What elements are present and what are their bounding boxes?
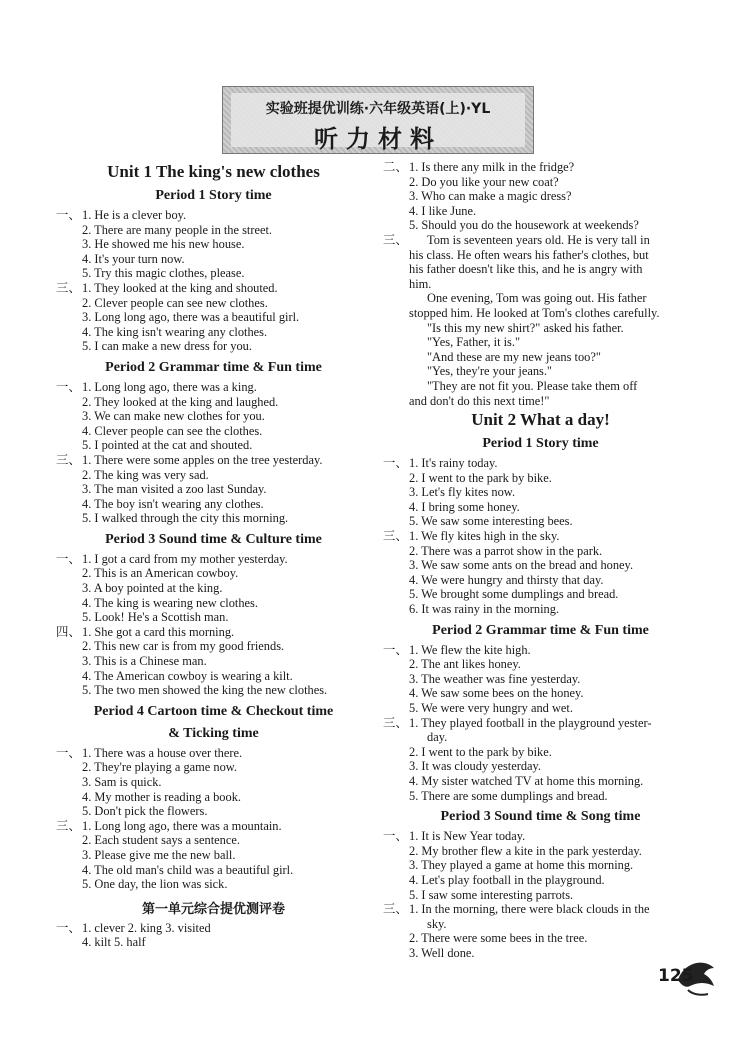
list-item	[56, 468, 371, 483]
section-label: 一、	[56, 745, 81, 760]
list-item	[383, 759, 698, 774]
item-text: 2. There are many people in the street.	[82, 222, 273, 237]
list-item	[56, 453, 371, 468]
paragraph-text: stopped him. He looked at Tom's clothes carefully.	[409, 305, 660, 320]
item-text: sky.	[427, 916, 447, 931]
list-item	[56, 610, 371, 625]
item-text: 4. The boy isn't wearing any clothes.	[82, 496, 264, 511]
item-text: 1. It's rainy today.	[409, 456, 498, 471]
list-item	[56, 266, 371, 281]
item-text: 5. I can make a new dress for you.	[82, 339, 252, 354]
period-title: Period 2 Grammar time & Fun time	[105, 359, 322, 375]
item-text: 1. She got a card this morning.	[82, 624, 235, 639]
section-label: 一、	[56, 920, 81, 935]
item-text: 3. A boy pointed at the king.	[82, 581, 223, 596]
list-item	[383, 829, 698, 844]
paragraph-line	[383, 277, 698, 292]
item-text: 4. We were hungry and thirsty that day.	[409, 572, 604, 587]
section-label: 二、	[383, 160, 408, 174]
section-label: 三、	[56, 818, 81, 833]
list-item	[56, 380, 371, 395]
period-title: Period 1 Story time	[155, 188, 272, 203]
list-item	[56, 395, 371, 410]
paragraph-text: his class. He often wears his father's clothes, but	[409, 247, 649, 262]
item-text: 5. I pointed at the cat and shouted.	[82, 438, 253, 453]
item-text: 4. kilt 5. half	[82, 935, 146, 950]
paragraph-line	[383, 233, 698, 248]
paragraph-line	[383, 379, 698, 394]
section-label: 一、	[383, 642, 408, 657]
list-item	[56, 625, 371, 640]
list-item	[383, 716, 698, 731]
section-label: 三、	[56, 452, 81, 467]
list-item	[56, 833, 371, 848]
list-item	[383, 730, 698, 745]
item-text: 5. There are some dumplings and bread.	[409, 788, 608, 803]
list-item	[56, 438, 371, 453]
item-text: 5. I saw some interesting parrots.	[409, 887, 574, 902]
item-text: 1. They played football in the playground yester-	[409, 715, 652, 730]
list-item	[383, 471, 698, 486]
item-text: 3. Well done.	[409, 945, 475, 960]
period-title: Period 4 Cartoon time & Checkout time	[93, 703, 334, 719]
header-banner	[222, 86, 534, 154]
item-text: 6. It was rainy in the morning.	[409, 602, 560, 617]
list-item	[56, 596, 371, 611]
list-item	[56, 639, 371, 654]
item-text: 5. We saw some interesting bees.	[409, 514, 573, 529]
item-text: 1. clever 2. king 3. visited	[82, 920, 211, 935]
list-item	[56, 281, 371, 296]
item-text: 2. Do you like your new coat?	[409, 174, 559, 189]
list-item	[383, 514, 698, 529]
list-item	[383, 558, 698, 573]
list-item	[383, 902, 698, 917]
item-text: 3. Who can make a magic dress?	[409, 189, 572, 204]
item-text: 4. The old man's child was a beautiful girl.	[82, 862, 294, 877]
item-text: 3. We saw some ants on the bread and honey.	[409, 558, 634, 573]
section-label: 三、	[383, 902, 408, 917]
paragraph-text: Tom is seventeen years old. He is very tall in	[427, 232, 650, 247]
item-text: 4. It's your turn now.	[82, 251, 185, 266]
paragraph-line	[383, 364, 698, 379]
list-item	[56, 497, 371, 512]
list-item	[56, 566, 371, 581]
section-label: 三、	[383, 715, 408, 730]
list-item	[383, 587, 698, 602]
item-text: 3. Let's fly kites now.	[409, 485, 516, 500]
item-text: 4. My mother is reading a book.	[82, 789, 241, 804]
item-text: day.	[427, 730, 448, 745]
item-text: 3. The weather was fine yesterday.	[409, 671, 581, 686]
item-text: 1. Long long ago, there was a king.	[82, 379, 257, 394]
list-item	[56, 775, 371, 790]
list-item	[383, 175, 698, 190]
list-item	[56, 760, 371, 775]
item-text: 4. The king is wearing new clothes.	[82, 595, 258, 610]
list-item	[383, 789, 698, 804]
paragraph-text: "Yes, Father, it is."	[427, 335, 521, 350]
paragraph-text: him.	[409, 276, 432, 291]
paragraph-line	[383, 262, 698, 277]
section-label: 四、	[56, 624, 81, 639]
list-item	[56, 921, 371, 936]
period-title: Period 3 Sound time & Song time	[440, 809, 641, 825]
paragraph-line	[383, 248, 698, 263]
item-text: 2. I went to the park by bike.	[409, 744, 552, 759]
paragraph-text: "Yes, they're your jeans."	[427, 364, 552, 379]
test-title: 第一单元综合提优测评卷	[141, 901, 285, 917]
item-text: 3. Sam is quick.	[82, 775, 162, 789]
paragraph-text: "Is this my new shirt?" asked his father.	[427, 320, 624, 335]
list-item	[383, 218, 698, 233]
list-item	[383, 946, 698, 961]
list-item	[383, 500, 698, 515]
list-item	[383, 701, 698, 716]
item-text: 1. There were some apples on the tree yesterday.	[82, 452, 323, 467]
list-item	[383, 774, 698, 789]
list-item	[56, 339, 371, 354]
paragraph-text: One evening, Tom was going out. His father	[427, 291, 647, 306]
page-number: 125	[658, 966, 694, 986]
section-label: 一、	[56, 551, 81, 566]
list-item	[56, 252, 371, 267]
list-item	[56, 296, 371, 311]
item-text: 2. This new car is from my good friends.	[82, 639, 285, 654]
list-item	[56, 237, 371, 252]
item-text: 2. They looked at the king and laughed.	[82, 394, 279, 409]
list-item	[56, 877, 371, 892]
item-text: 2. I went to the park by bike.	[409, 470, 552, 485]
item-text: 3. We can make new clothes for you.	[82, 409, 265, 424]
item-text: 3. Long long ago, there was a beautiful girl.	[82, 310, 300, 325]
list-item	[383, 573, 698, 588]
list-item	[56, 790, 371, 805]
period-title: Period 2 Grammar time & Fun time	[432, 622, 649, 638]
list-item	[56, 683, 371, 698]
list-item	[383, 643, 698, 658]
list-item	[56, 654, 371, 669]
section-label: 三、	[56, 280, 81, 295]
item-text: 3. This is a Chinese man.	[82, 654, 207, 669]
list-item	[383, 844, 698, 859]
item-text: 4. I like June.	[409, 203, 477, 218]
item-text: 1. We fly kites high in the sky.	[409, 529, 560, 544]
paragraph-text: "And these are my new jeans too?"	[427, 349, 601, 364]
item-text: 2. The ant likes honey.	[409, 657, 521, 672]
item-text: 3. It was cloudy yesterday.	[409, 759, 542, 774]
left-column	[56, 160, 371, 950]
paragraph-text: his father doesn't like this, and he is angry with	[409, 262, 643, 277]
right-column	[383, 160, 698, 961]
section-label: 一、	[56, 208, 81, 222]
list-item	[383, 189, 698, 204]
list-item	[56, 223, 371, 238]
item-text: 1. We flew the kite high.	[409, 642, 531, 657]
list-item	[383, 204, 698, 219]
list-item	[383, 672, 698, 687]
item-text: 1. They looked at the king and shouted.	[82, 280, 278, 295]
item-text: 5. One day, the lion was sick.	[82, 877, 228, 892]
header-inner	[231, 93, 525, 153]
item-text: 5. I walked through the city this morning.	[82, 511, 289, 526]
list-item	[56, 424, 371, 439]
paragraph-line	[383, 394, 698, 409]
item-text: 3. Please give me the new ball.	[82, 847, 236, 862]
list-item	[56, 746, 371, 761]
section-label: 一、	[383, 829, 408, 844]
page-heading: 听力材料	[314, 125, 442, 153]
item-text: 5. The two men showed the king the new clothes.	[82, 683, 328, 698]
item-text: 1. There was a house over there.	[82, 745, 243, 760]
item-text: 4. We saw some bees on the honey.	[409, 686, 584, 701]
list-item	[56, 819, 371, 834]
list-item	[383, 160, 698, 175]
item-text: 5. Should you do the housework at weekends?	[409, 218, 639, 233]
item-text: 1. He is a clever boy.	[82, 208, 187, 222]
item-text: 4. I bring some honey.	[409, 499, 520, 514]
list-item	[383, 602, 698, 617]
item-text: 2. The king was very sad.	[82, 467, 209, 482]
period-title: Period 3 Sound time & Culture time	[105, 531, 322, 547]
list-item	[56, 208, 371, 223]
list-item	[56, 325, 371, 340]
item-text: 5. We were very hungry and wet.	[409, 701, 573, 715]
list-item	[383, 485, 698, 500]
list-item	[56, 935, 371, 950]
list-item	[383, 544, 698, 559]
section-label: 三、	[383, 529, 408, 544]
paragraph-line	[383, 291, 698, 306]
list-item	[56, 511, 371, 526]
list-item	[56, 310, 371, 325]
unit-title: Unit 1 The king's new clothes	[107, 162, 320, 181]
item-text: 2. They're playing a game now.	[82, 760, 238, 775]
paragraph-line	[383, 350, 698, 365]
paragraph-line	[383, 306, 698, 321]
item-text: 3. The man visited a zoo last Sunday.	[82, 482, 267, 497]
section-label: 一、	[56, 379, 81, 394]
item-text: 4. Let's play football in the playground.	[409, 872, 605, 887]
list-item	[56, 581, 371, 596]
list-item	[383, 657, 698, 672]
list-item	[383, 858, 698, 873]
item-text: 1. I got a card from my mother yesterday.	[82, 551, 288, 566]
item-text: 1. Is there any milk in the fridge?	[409, 160, 575, 174]
paragraph-line	[383, 321, 698, 336]
list-item	[383, 745, 698, 760]
item-text: 2. My brother flew a kite in the park yesterday.	[409, 843, 642, 858]
item-text: 4. The American cowboy is wearing a kilt.	[82, 668, 293, 683]
list-item	[383, 686, 698, 701]
section-label: 一、	[383, 456, 408, 471]
unit-title: Unit 2 What a day!	[471, 410, 610, 430]
item-text: 1. It is New Year today.	[409, 829, 526, 844]
paragraph-line	[383, 335, 698, 350]
item-text: 4. Clever people can see the clothes.	[82, 423, 263, 438]
item-text: 5. Don't pick the flowers.	[82, 804, 208, 819]
list-item	[383, 917, 698, 932]
series-title: 实验班提优训练·六年级英语(上)·YL	[265, 101, 491, 117]
list-item	[383, 888, 698, 903]
item-text: 4. My sister watched TV at home this morning.	[409, 773, 644, 788]
item-text: 1. Long long ago, there was a mountain.	[82, 818, 282, 833]
item-text: 3. He showed me his new house.	[82, 237, 245, 252]
item-text: 4. The king isn't wearing any clothes.	[82, 324, 268, 339]
item-text: 2. Clever people can see new clothes.	[82, 295, 268, 310]
list-item	[56, 552, 371, 567]
item-text: 1. In the morning, there were black clouds in the	[409, 902, 650, 917]
period-title: & Ticking time	[168, 725, 259, 741]
item-text: 3. They played a game at home this morning.	[409, 858, 634, 873]
list-item	[383, 529, 698, 544]
list-item	[56, 804, 371, 819]
list-item	[56, 482, 371, 497]
paragraph-text: and don't do this next time!"	[409, 393, 550, 408]
period-title: Period 1 Story time	[482, 436, 599, 452]
paragraph-text: "They are not fit you. Please take them off	[427, 378, 638, 393]
item-text: 5. Try this magic clothes, please.	[82, 266, 245, 281]
item-text: 2. There was a parrot show in the park.	[409, 543, 603, 558]
list-item	[56, 863, 371, 878]
list-item	[56, 669, 371, 684]
item-text: 2. Each student says a sentence.	[82, 833, 240, 848]
item-text: 2. This is an American cowboy.	[82, 566, 239, 581]
item-text: 2. There were some bees in the tree.	[409, 931, 588, 946]
item-text: 5. We brought some dumplings and bread.	[409, 587, 619, 602]
list-item	[383, 873, 698, 888]
item-text: 5. Look! He's a Scottish man.	[82, 610, 229, 625]
list-item	[383, 456, 698, 471]
list-item	[56, 409, 371, 424]
section-label: 三、	[383, 232, 408, 247]
list-item	[383, 931, 698, 946]
list-item	[56, 848, 371, 863]
